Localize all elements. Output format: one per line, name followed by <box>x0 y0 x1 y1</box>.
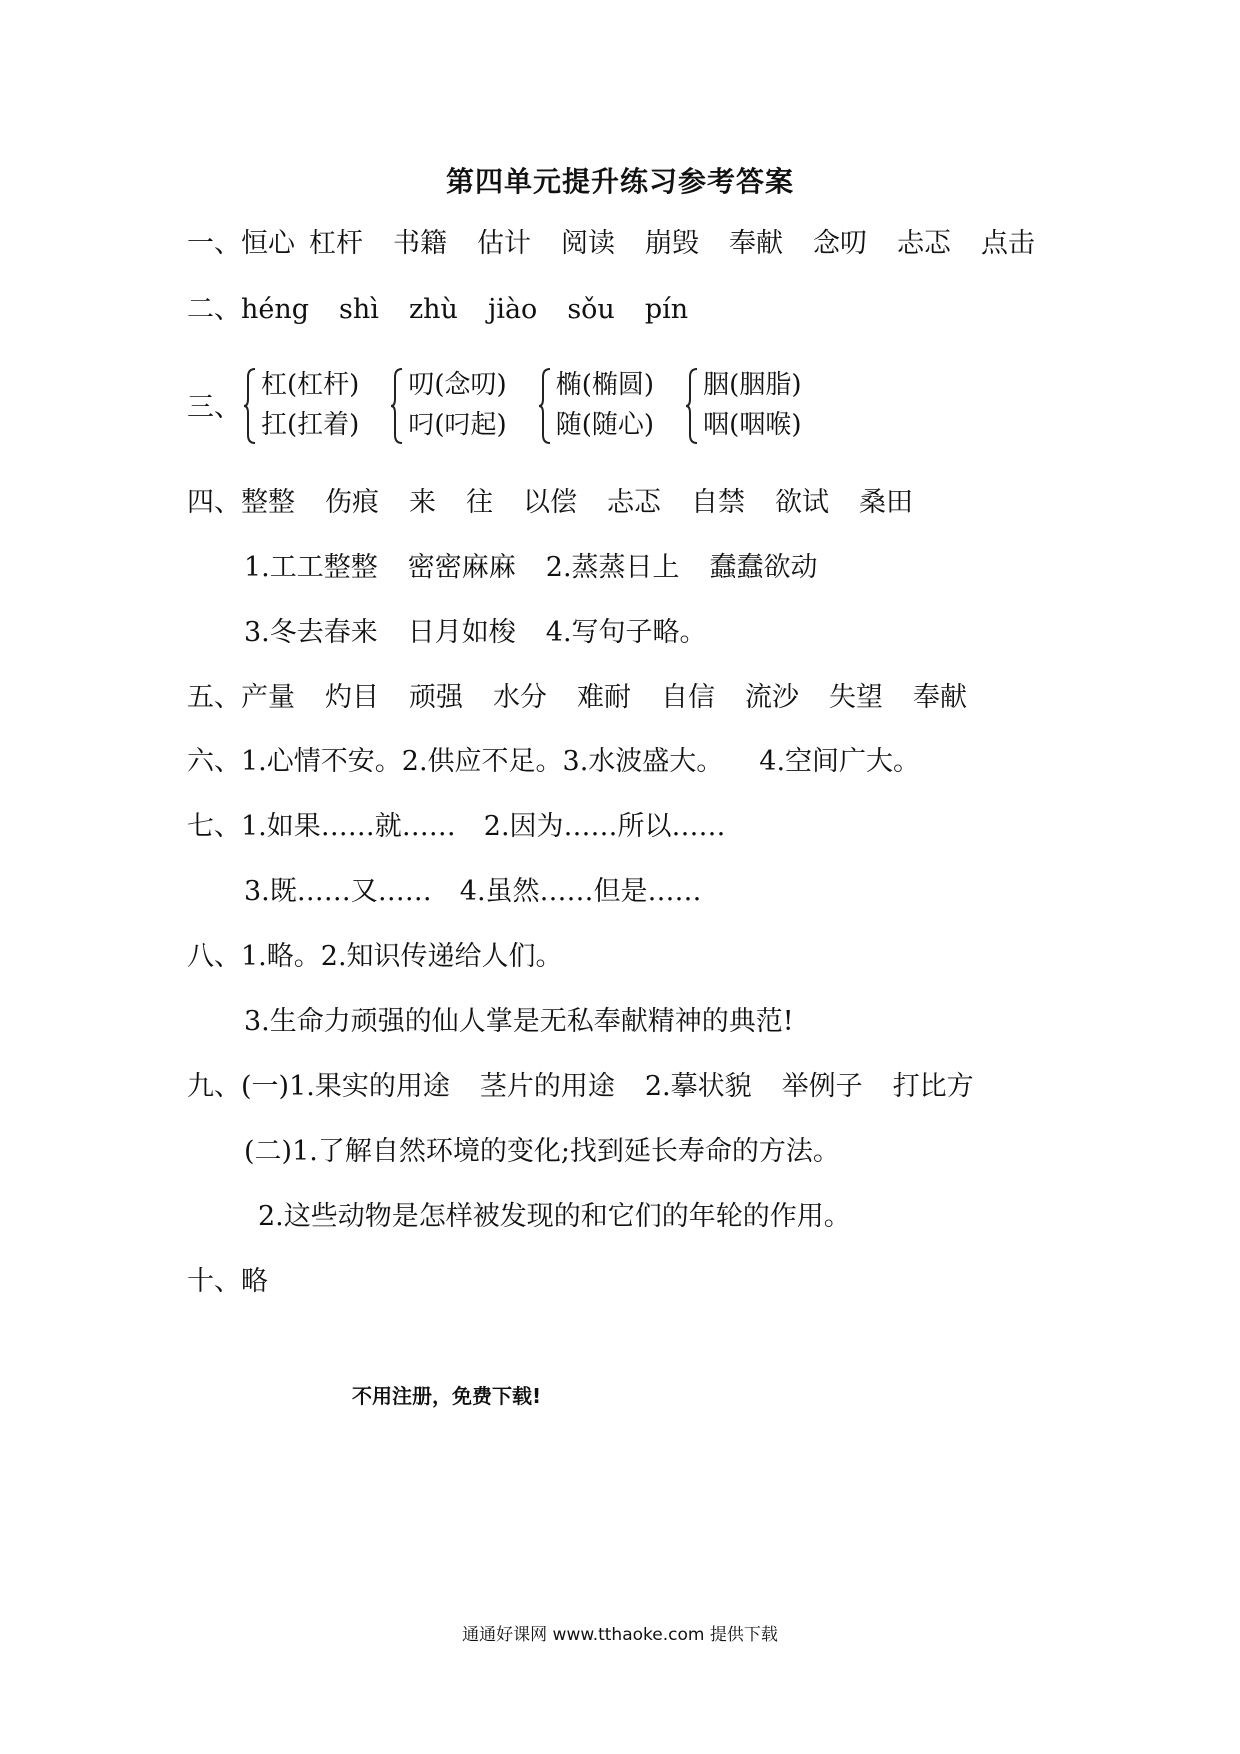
section-8-label: 八、 <box>187 941 241 972</box>
section-10-label: 十、 <box>187 1266 241 1297</box>
answer-item: 1.工工整整 <box>244 552 378 583</box>
group-bottom-char: 随(随心) <box>555 410 655 440</box>
group-bottom-char: 叼(叼起) <box>408 410 507 440</box>
group-bottom-char: 扛(扛着) <box>261 410 360 440</box>
answer-text: 1.略。2.知识传递给人们。 <box>241 941 563 972</box>
answer-item: 奉献 <box>913 682 967 713</box>
brace-icon <box>685 367 699 445</box>
answer-item: 整整 <box>241 487 295 518</box>
answer-item: 自信 <box>661 682 715 713</box>
section-9-line-2 <box>244 1136 840 1168</box>
group-top-char: 椭(椭圆) <box>555 370 655 400</box>
answer-text: 3.生命力顽强的仙人掌是无私奉献精神的典范! <box>244 1006 794 1037</box>
brace-group <box>538 365 654 445</box>
answer-item: 密密麻麻 <box>407 552 516 583</box>
answer-item: 失望 <box>829 682 883 713</box>
answer-item: 忐忑 <box>897 228 951 259</box>
section-5 <box>187 682 967 714</box>
brace-group <box>390 365 506 445</box>
section-1 <box>187 228 1035 260</box>
group-top-char: 杠(杠杆) <box>261 370 360 400</box>
answer-item: 自禁 <box>691 487 745 518</box>
section-9 <box>187 1071 974 1103</box>
pinyin-item: shì <box>339 294 379 325</box>
answer-item: 举例子 <box>781 1071 863 1102</box>
brace-group <box>243 365 359 445</box>
section-2-label: 二、 <box>187 294 241 325</box>
section-9-line-3 <box>258 1201 851 1233</box>
answer-text: 2.这些动物是怎样被发现的和它们的年轮的作用。 <box>258 1201 851 1232</box>
section-4-sub-1 <box>244 552 818 584</box>
group-top-char: 胭(胭脂) <box>703 370 802 400</box>
section-6 <box>187 746 920 778</box>
answer-text: 4.空间广大。 <box>759 746 921 777</box>
answer-item: 书籍 <box>393 228 447 259</box>
answer-item: 水分 <box>493 682 547 713</box>
answer-item: 伤痕 <box>325 487 379 518</box>
section-9-label: 九、 <box>187 1071 241 1102</box>
answer-item: 茎片的用途 <box>479 1071 615 1102</box>
brace-groups <box>243 365 827 445</box>
answer-item: 2.摹状貌 <box>644 1071 752 1102</box>
free-download-note: 不用注册，免费下载! <box>352 1384 542 1408</box>
pinyin-item: sǒu <box>567 294 615 325</box>
answer-item: 以偿 <box>523 487 577 518</box>
pinyin-item: héng <box>241 294 310 325</box>
section-10 <box>187 1266 268 1298</box>
section-4-sub-2 <box>244 617 707 649</box>
answer-item: 忐忑 <box>607 487 661 518</box>
section-7-line-2 <box>244 876 702 908</box>
section-3-label: 三、 <box>187 392 241 423</box>
answer-item: 估计 <box>477 228 531 259</box>
answer-item: 崩毁 <box>645 228 699 259</box>
section-2 <box>187 294 688 326</box>
pinyin-item: pín <box>644 294 689 325</box>
section-7 <box>187 811 726 843</box>
page-footer: 通通好课网 www.tthaoke.com 提供下载 <box>462 1625 778 1645</box>
answer-item: 产量 <box>241 682 295 713</box>
answer-item: 顽强 <box>409 682 463 713</box>
answer-item: 桑田 <box>859 487 913 518</box>
answer-item: (一)1.果实的用途 <box>241 1071 450 1102</box>
answer-text: 略 <box>241 1266 268 1297</box>
answer-item: 2.蒸蒸日上 <box>545 552 680 583</box>
pinyin-item: zhù <box>408 294 458 325</box>
section-4 <box>187 487 913 519</box>
answer-item: 灼目 <box>325 682 379 713</box>
answer-item: 念叨 <box>813 228 867 259</box>
brace-icon <box>538 367 552 445</box>
answer-item: 日月如梭 <box>407 617 516 648</box>
answer-text: 1.心情不安。2.供应不足。3.水波盛大。 <box>241 746 724 777</box>
answer-item: 4.写句子略。 <box>545 617 707 648</box>
answer-text: 2.因为……所以…… <box>483 811 726 842</box>
section-8 <box>187 941 563 973</box>
answer-item: 流沙 <box>745 682 799 713</box>
section-5-label: 五、 <box>187 682 241 713</box>
answer-item: 来 <box>409 487 436 518</box>
answer-item: 阅读 <box>561 228 615 259</box>
answer-item: 奉献 <box>729 228 783 259</box>
brace-icon <box>390 367 404 445</box>
answer-item: 点击 <box>981 228 1035 259</box>
section-8-line-2 <box>244 1006 794 1038</box>
section-7-label: 七、 <box>187 811 241 842</box>
page-title: 第四单元提升练习参考答案 <box>445 165 794 198</box>
answer-item: 3.冬去春来 <box>244 617 378 648</box>
pinyin-item: jiào <box>487 294 538 325</box>
section-4-label: 四、 <box>187 487 241 518</box>
answer-item: 恒心 <box>241 228 295 259</box>
answer-text: 1.如果……就…… <box>241 811 456 842</box>
answer-item: 蠢蠢欲动 <box>709 552 818 583</box>
answer-item: 往 <box>466 487 493 518</box>
answer-item: 杠杆 <box>309 228 363 259</box>
section-6-label: 六、 <box>187 746 241 777</box>
answer-text: (二)1.了解自然环境的变化;找到延长寿命的方法。 <box>244 1136 840 1167</box>
answer-text: 3.既……又…… <box>244 876 432 907</box>
section-1-label: 一、 <box>187 228 241 259</box>
brace-icon <box>243 367 257 445</box>
answer-item: 打比方 <box>892 1071 974 1102</box>
brace-group <box>685 365 801 445</box>
group-top-char: 叨(念叨) <box>408 370 507 400</box>
answer-text: 4.虽然……但是…… <box>459 876 702 907</box>
group-bottom-char: 咽(咽喉) <box>703 410 802 440</box>
answer-item: 难耐 <box>577 682 631 713</box>
answer-item: 欲试 <box>775 487 829 518</box>
